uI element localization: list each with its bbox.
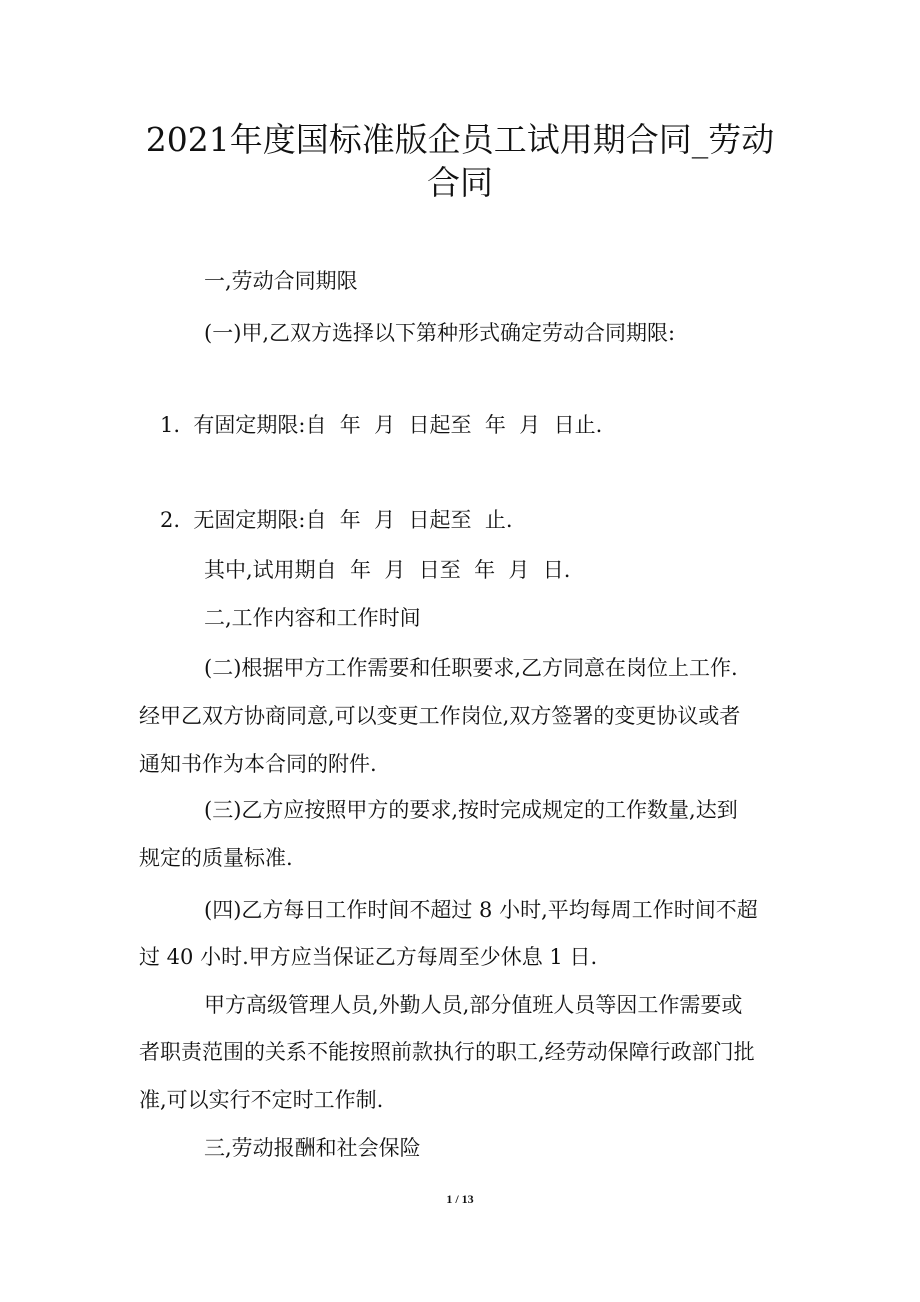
list-item: 2. 无固定期限:自 年 月 日起至 止. [160,508,513,532]
paragraph-line: (二)根据甲方工作需要和任职要求,乙方同意在岗位上工作. [204,656,738,680]
paragraph-line: 甲方高级管理人员,外勤人员,部分值班人员等因工作需要或 [204,993,743,1017]
page-number: 1 / 13 [446,1192,474,1206]
document-title-line-2: 合同 [427,163,493,202]
paragraph-line: 过 40 小时.甲方应当保证乙方每周至少休息 1 日. [139,945,598,969]
paragraph-line: (三)乙方应按照甲方的要求,按时完成规定的工作数量,达到 [204,798,738,822]
paragraph-line: 其中,试用期自 年 月 日至 年 月 日. [204,558,571,582]
paragraph-line: (一)甲,乙双方选择以下第种形式确定劳动合同期限: [204,321,676,345]
paragraph-line: (四)乙方每日工作时间不超过 8 小时,平均每周工作时间不超 [204,898,758,922]
paragraph-line: 准,可以实行不定时工作制. [139,1088,384,1112]
document-title-line-1: 2021年度国标准版企员工试用期合同_劳动 [145,120,775,159]
list-item: 1. 有固定期限:自 年 月 日起至 年 月 日止. [160,413,603,437]
paragraph-line: 通知书作为本合同的附件. [139,752,377,776]
section-heading: 一,劳动合同期限 [204,269,358,293]
paragraph-line: 经甲乙双方协商同意,可以变更工作岗位,双方签署的变更协议或者 [139,704,741,728]
section-heading: 三,劳动报酬和社会保险 [204,1136,421,1160]
paragraph-line: 规定的质量标准. [139,846,293,870]
section-heading: 二,工作内容和工作时间 [204,606,421,630]
paragraph-line: 者职责范围的关系不能按照前款执行的职工,经劳动保障行政部门批 [139,1040,755,1064]
